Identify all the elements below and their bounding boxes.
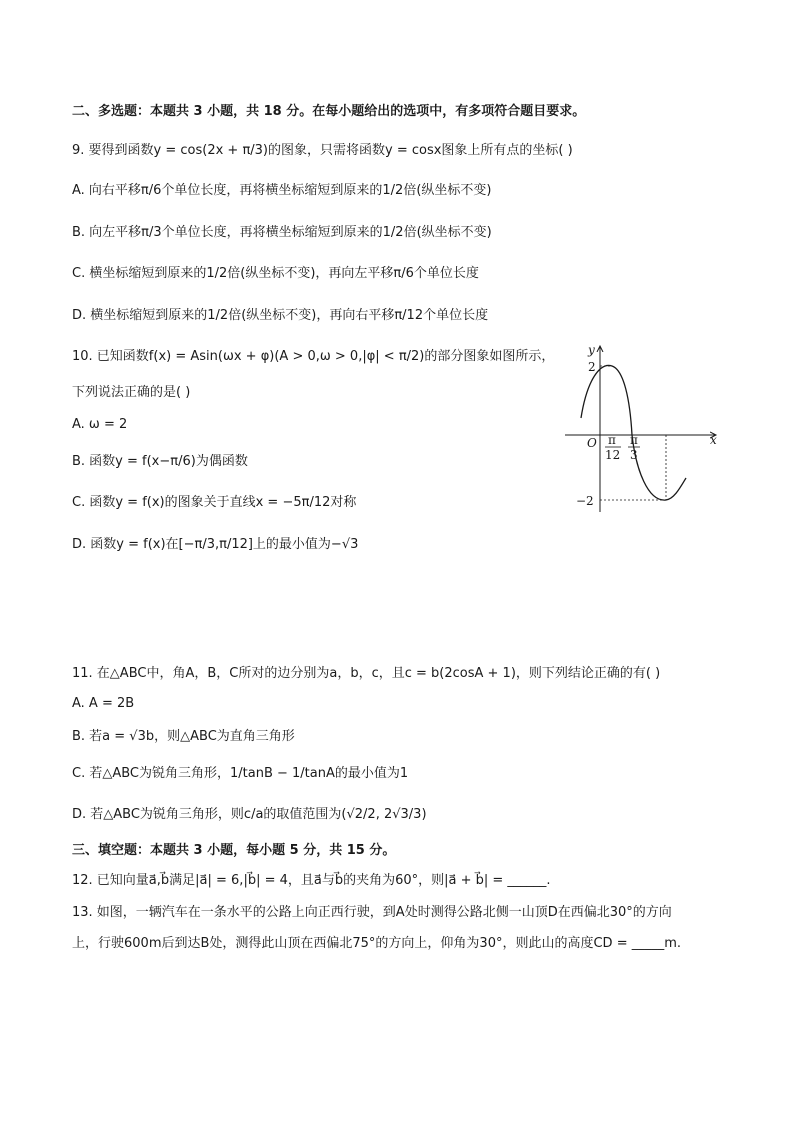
question-11-option-a: A. A = 2B	[72, 696, 135, 711]
question-9-option-b: B. 向左平移π/3个单位长度，再将横坐标缩短到原来的1/2倍(纵坐标不变)	[72, 225, 492, 240]
sine-graph-figure	[560, 340, 730, 520]
question-13-line1: 13. 如图，一辆汽车在一条水平的公路上向正西行驶，到A处时测得公路北侧一山顶D在西偏北30°的方向	[72, 905, 672, 920]
question-9-option-d: D. 横坐标缩短到原来的1/2倍(纵坐标不变)，再向右平移π/12个单位长度	[72, 308, 489, 323]
tick2-denominator: 3	[630, 448, 638, 462]
question-10-stem-line1: 10. 已知函数f(x) = Asin(ωx + φ)(A > 0,ω > 0,|φ| < π/2)的部分图象如图所示，	[72, 349, 555, 364]
question-10-option-c: C. 函数y = f(x)的图象关于直线x = −5π/12对称	[72, 495, 357, 510]
question-10-stem-line2: 下列说法正确的是( )	[72, 385, 191, 400]
section-2-header: 二、多选题：本题共 3 小题，共 18 分。在每小题给出的选项中，有多项符合题目要求。	[72, 104, 586, 119]
question-13-line2: 上，行驶600m后到达B处，测得此山顶在西偏北75°的方向上，仰角为30°，则此山的高度CD = _____m.	[72, 936, 682, 951]
question-11-option-b: B. 若a = √3b，则△ABC为直角三角形	[72, 729, 295, 744]
question-10-option-d: D. 函数y = f(x)在[−π/3,π/12]上的最小值为−√3	[72, 537, 359, 552]
tick1-numerator: π	[608, 433, 616, 447]
question-10-option-a: A. ω = 2	[72, 417, 128, 432]
question-11-stem: 11. 在△ABC中，角A，B，C所对的边分别为a，b，c，且c = b(2cosA + 1)，则下列结论正确的有( )	[72, 666, 661, 681]
tick1-denominator: 12	[605, 448, 621, 462]
tick2-numerator: π	[630, 433, 638, 447]
question-9-option-a: A. 向右平移π/6个单位长度，再将横坐标缩短到原来的1/2倍(纵坐标不变)	[72, 183, 492, 198]
section-3-header: 三、填空题：本题共 3 小题，每小题 5 分，共 15 分。	[72, 843, 396, 858]
question-11-option-d: D. 若△ABC为锐角三角形，则c/a的取值范围为(√2/2, 2√3/3)	[72, 807, 427, 822]
question-10-option-b: B. 函数y = f(x−π/6)为偶函数	[72, 454, 248, 469]
question-9-option-c: C. 横坐标缩短到原来的1/2倍(纵坐标不变)，再向左平移π/6个单位长度	[72, 266, 479, 281]
origin-label: O	[587, 436, 597, 450]
min-value-label: −2	[576, 494, 594, 508]
max-value-label: 2	[588, 360, 596, 374]
x-axis-label: x	[710, 433, 717, 447]
question-9-stem: 9. 要得到函数y = cos(2x + π/3)的图象，只需将函数y = cosx图象上所有点的坐标( )	[72, 143, 573, 158]
y-axis-label: y	[588, 343, 595, 357]
question-11-option-c: C. 若△ABC为锐角三角形，1/tanB − 1/tanA的最小值为1	[72, 766, 409, 781]
question-12: 12. 已知向量a⃗,b⃗满足|a⃗| = 6,|b⃗| = 4，且a⃗与b⃗的夹角为60°，则|a⃗ + b⃗| = ______.	[72, 873, 551, 888]
